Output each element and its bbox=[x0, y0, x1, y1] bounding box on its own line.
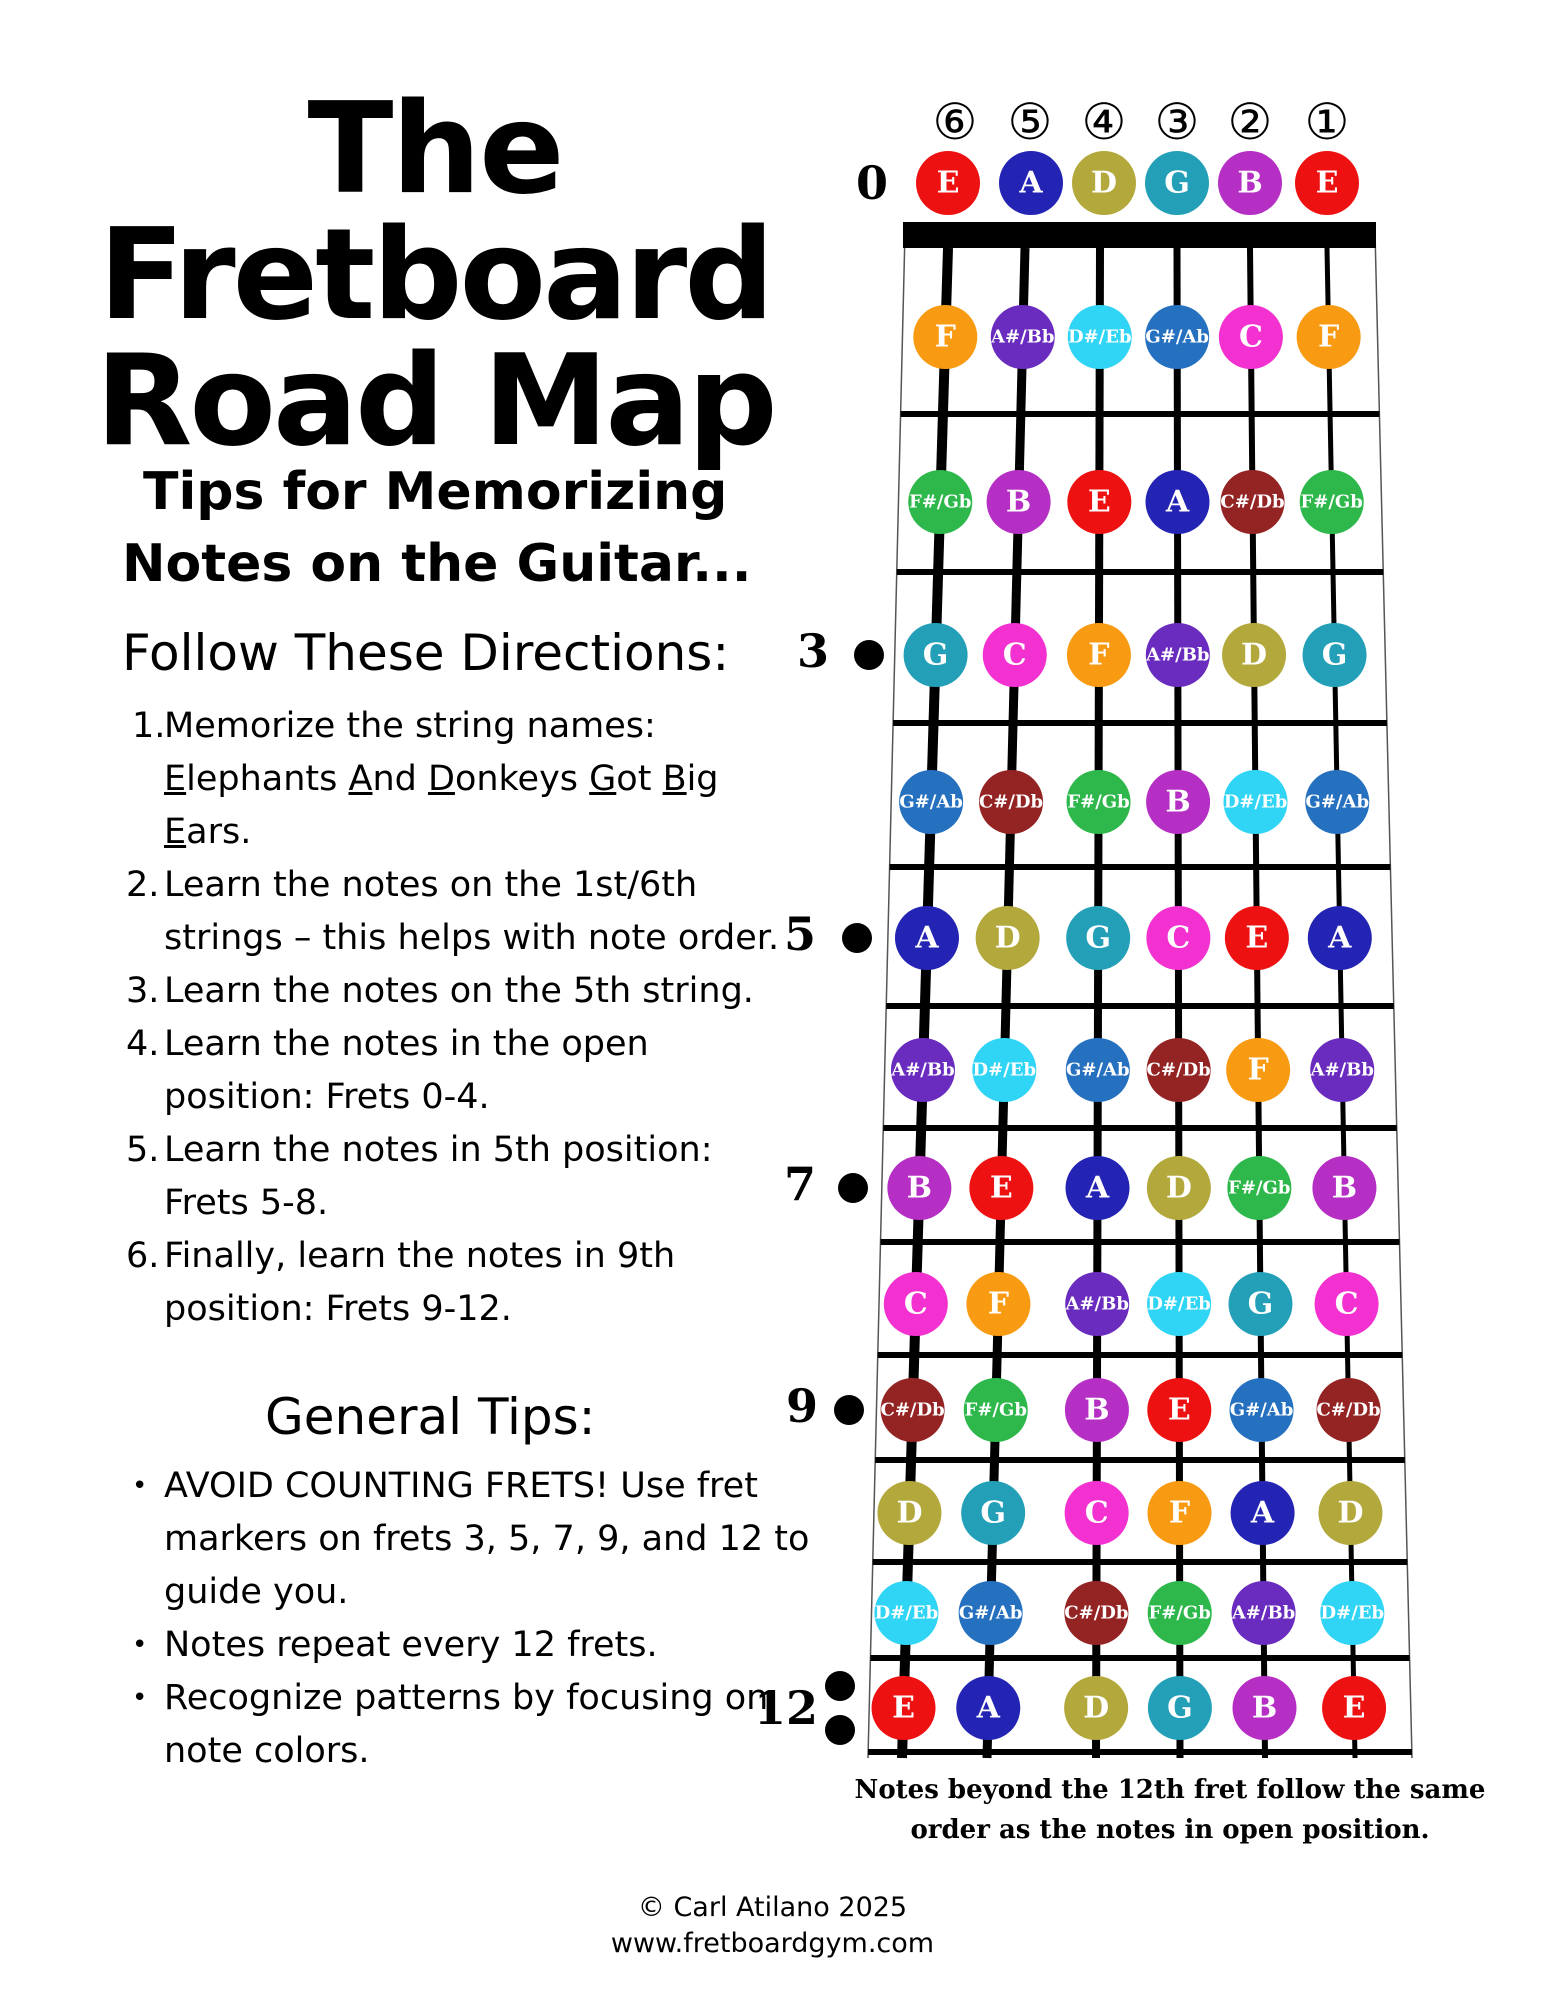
note-label: A#/Bb bbox=[1310, 1059, 1374, 1081]
note-label: C#/Db bbox=[1316, 1399, 1381, 1421]
note-label: D bbox=[1241, 637, 1268, 673]
note-label: A bbox=[1165, 484, 1190, 520]
direction-number: 1. bbox=[132, 706, 166, 746]
note-label: F#/Gb bbox=[1067, 791, 1130, 813]
direction-text: Learn the notes in 5th position: Frets 5-8. bbox=[164, 1130, 713, 1223]
note-label: E bbox=[936, 165, 960, 201]
string-number-label: ④ bbox=[1081, 93, 1127, 151]
note-label: C bbox=[1334, 1286, 1359, 1322]
note-label: G bbox=[922, 637, 949, 673]
note-label: F#/Gb bbox=[1148, 1602, 1211, 1624]
mnemonic-word: lephants bbox=[186, 759, 349, 799]
note-label: D#/Eb bbox=[1223, 791, 1288, 813]
tip-text: Notes repeat every 12 frets. bbox=[164, 1625, 658, 1665]
mnemonic-word: ars. bbox=[186, 812, 252, 852]
nut bbox=[903, 222, 1376, 248]
note-label: A bbox=[976, 1690, 1000, 1726]
direction-text: Learn the notes on the 1st/6th strings – this helps with note order. bbox=[164, 865, 780, 958]
fret-marker-dot bbox=[842, 923, 872, 953]
note-label: E bbox=[892, 1690, 915, 1726]
string-number-label: ② bbox=[1227, 93, 1273, 151]
tip-text: Recognize patterns by focusing on note colors. bbox=[164, 1678, 769, 1771]
fretboard-note: Notes beyond the 12th fret follow the same order as the notes in open position. bbox=[854, 1775, 1486, 1845]
note-label: E bbox=[1342, 1690, 1366, 1726]
fret-marker-label: 7 bbox=[783, 1157, 817, 1211]
fret-marker-label: 3 bbox=[796, 624, 830, 678]
note-label: F#/Gb bbox=[1300, 491, 1363, 513]
note-label: C bbox=[1084, 1495, 1109, 1531]
note-label: B bbox=[1165, 784, 1191, 820]
general-tips-heading: General Tips: bbox=[265, 1388, 596, 1446]
title-line-2: Fretboard bbox=[98, 201, 772, 348]
mnemonic-initial: B bbox=[662, 759, 687, 799]
string-number-label: ⑥ bbox=[932, 93, 978, 151]
mnemonic-word: ot bbox=[616, 759, 663, 799]
note-label: A bbox=[1328, 920, 1352, 956]
note-label: A#/Bb bbox=[1146, 644, 1210, 666]
note-label: A bbox=[1250, 1495, 1275, 1531]
title-line-1: The bbox=[307, 75, 563, 222]
note-label: D#/Eb bbox=[972, 1059, 1037, 1081]
mnemonic-initial: G bbox=[589, 759, 617, 799]
open-fret-label: 0 bbox=[855, 156, 889, 210]
mnemonic-word: ig bbox=[686, 759, 719, 799]
note-label: B bbox=[1084, 1392, 1110, 1428]
note-label: C bbox=[1002, 637, 1027, 673]
direction-text: Memorize the string names: bbox=[164, 706, 656, 746]
note-label: A bbox=[1019, 165, 1043, 201]
note-label: F bbox=[1168, 1495, 1191, 1531]
copyright-text: © Carl Atilano 2025 bbox=[637, 1892, 908, 1923]
fret-marker-dot bbox=[825, 1671, 855, 1701]
note-label: G#/Ab bbox=[1066, 1059, 1130, 1081]
note-label: D#/Eb bbox=[1147, 1293, 1211, 1315]
note-label: A#/Bb bbox=[991, 326, 1055, 348]
footer bbox=[0, 1890, 1545, 1962]
note-label: F bbox=[1088, 637, 1110, 673]
directions-heading: Follow These Directions: bbox=[122, 624, 730, 682]
mnemonic-word: nd bbox=[372, 759, 428, 799]
note-label: B bbox=[1005, 484, 1032, 520]
fret-marker-dot bbox=[854, 640, 884, 670]
string-number-label: ③ bbox=[1154, 93, 1200, 151]
note-label: G bbox=[1321, 637, 1348, 673]
note-label: G bbox=[1167, 1690, 1193, 1726]
direction-number: 2. bbox=[126, 865, 160, 905]
note-label: G bbox=[980, 1495, 1006, 1531]
note-label: E bbox=[1167, 1392, 1191, 1428]
note-label: D bbox=[1337, 1495, 1364, 1531]
mnemonic-initial: E bbox=[164, 812, 187, 852]
note-label: D bbox=[1083, 1690, 1110, 1726]
direction-number: 3. bbox=[126, 971, 160, 1011]
note-label: C bbox=[1238, 319, 1263, 355]
note-label: G#/Ab bbox=[958, 1602, 1023, 1624]
bullet-icon: • bbox=[132, 1683, 148, 1713]
fret-marker-label: 5 bbox=[783, 907, 817, 961]
note-label: G bbox=[1247, 1286, 1274, 1322]
neck-edge-right bbox=[1375, 232, 1412, 1758]
tip-text: AVOID COUNTING FRETS! Use fret markers on frets 3, 5, 7, 9, and 12 to guide you. bbox=[164, 1466, 810, 1612]
note-label: E bbox=[989, 1170, 1013, 1206]
note-label: F bbox=[987, 1286, 1010, 1322]
note-label: G#/Ab bbox=[1145, 326, 1209, 348]
note-label: B bbox=[906, 1170, 933, 1206]
note-label: A#/Bb bbox=[1231, 1602, 1296, 1624]
note-label: E bbox=[1245, 920, 1269, 956]
note-label: E bbox=[1315, 165, 1339, 201]
fret-marker-dot bbox=[825, 1715, 855, 1745]
string-number-label: ⑤ bbox=[1007, 93, 1053, 151]
note-label: F bbox=[934, 319, 956, 355]
note-label: G bbox=[1085, 920, 1111, 956]
note-label: A bbox=[1085, 1170, 1110, 1206]
note-label: D#/Eb bbox=[1067, 326, 1132, 348]
subtitle-line-1: Tips for Memorizing bbox=[143, 462, 728, 522]
note-label: D bbox=[1165, 1170, 1192, 1206]
note-label: C#/Db bbox=[1146, 1059, 1211, 1081]
direction-number: 6. bbox=[126, 1236, 160, 1276]
string-number-label: ① bbox=[1304, 93, 1350, 151]
website-link[interactable]: www.fretboardgym.com bbox=[610, 1928, 935, 1959]
fret-marker-label: 12 bbox=[753, 1681, 819, 1735]
direction-text: Learn the notes in the open position: Frets 0-4. bbox=[164, 1024, 649, 1117]
direction-text: Learn the notes on the 5th string. bbox=[164, 971, 754, 1011]
note-label: A#/Bb bbox=[891, 1059, 955, 1081]
note-label: F#/Gb bbox=[964, 1399, 1027, 1421]
note-label: C#/Db bbox=[978, 791, 1044, 813]
note-label: D#/Eb bbox=[1320, 1602, 1385, 1624]
note-label: F bbox=[1247, 1052, 1269, 1088]
title-line-3: Road Map bbox=[95, 327, 775, 474]
mnemonic-initial: E bbox=[164, 759, 187, 799]
note-label: C bbox=[1166, 920, 1191, 956]
mnemonic-initial: D bbox=[427, 759, 455, 799]
bullet-icon: • bbox=[132, 1630, 148, 1660]
note-label: D bbox=[1090, 165, 1118, 201]
bullet-icon: • bbox=[132, 1471, 148, 1501]
note-label: F#/Gb bbox=[1228, 1177, 1291, 1199]
note-label: A#/Bb bbox=[1065, 1293, 1129, 1315]
fret-marker-dot bbox=[838, 1173, 868, 1203]
direction-number: 5. bbox=[126, 1130, 160, 1170]
note-label: G bbox=[1164, 165, 1190, 201]
note-label: G#/Ab bbox=[1305, 791, 1370, 813]
subtitle-line-2: Notes on the Guitar... bbox=[122, 534, 752, 594]
direction-number: 4. bbox=[126, 1024, 160, 1064]
note-label: C#/Db bbox=[1064, 1602, 1129, 1624]
note-label: D bbox=[994, 920, 1021, 956]
mnemonic-initial: A bbox=[348, 759, 373, 799]
note-label: C bbox=[903, 1286, 928, 1322]
note-label: F bbox=[1317, 319, 1340, 355]
note-label: G#/Ab bbox=[1229, 1399, 1294, 1421]
note-label: C#/Db bbox=[880, 1399, 945, 1421]
note-label: F#/Gb bbox=[909, 491, 972, 513]
note-label: G#/Ab bbox=[899, 791, 963, 813]
note-label: A bbox=[915, 920, 939, 956]
note-label: E bbox=[1087, 484, 1111, 520]
fret-marker-label: 9 bbox=[785, 1379, 819, 1433]
fret-marker-dot bbox=[834, 1395, 864, 1425]
note-label: B bbox=[1331, 1170, 1358, 1206]
note-label: B bbox=[1251, 1690, 1278, 1726]
note-label: D#/Eb bbox=[874, 1602, 939, 1624]
note-label: D bbox=[896, 1495, 923, 1531]
note-label: B bbox=[1237, 165, 1263, 201]
note-label: C#/Db bbox=[1220, 491, 1285, 513]
mnemonic-word: onkeys bbox=[454, 759, 590, 799]
direction-text: Finally, learn the notes in 9th position: Frets 9-12. bbox=[164, 1236, 676, 1329]
